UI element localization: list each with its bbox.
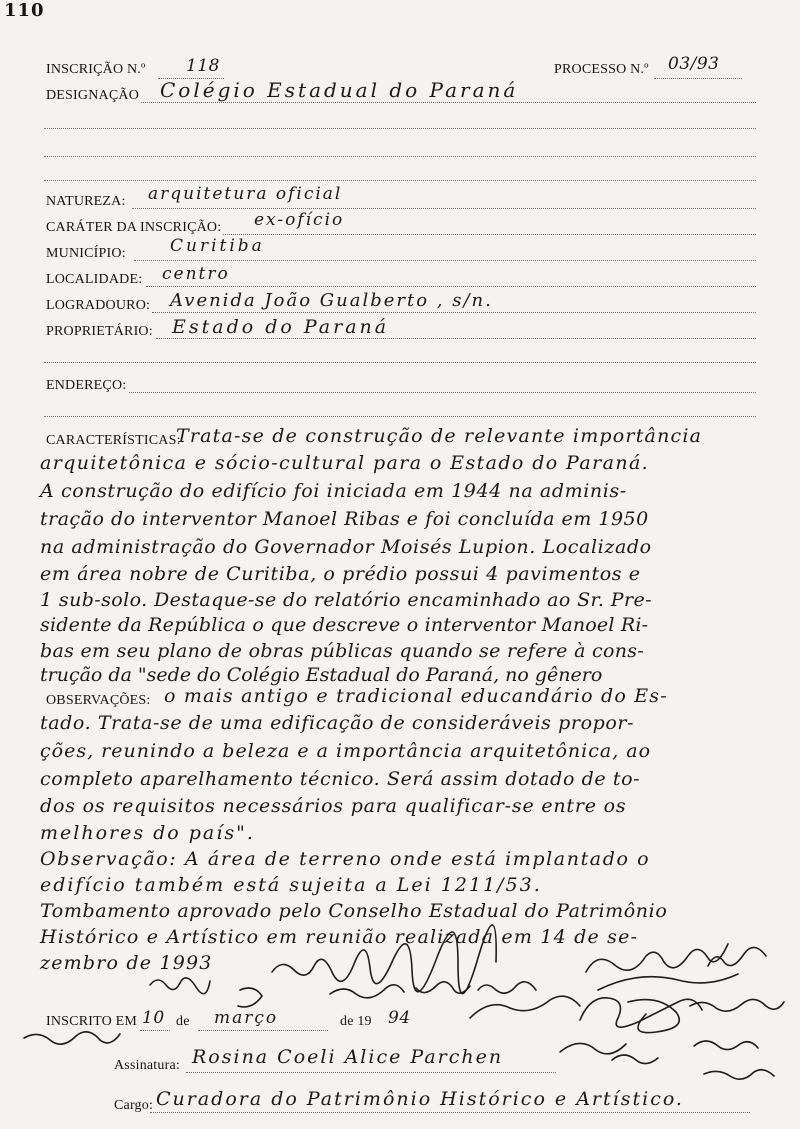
caracteristicas-line-1: Trata-se de construção de relevante importância xyxy=(176,425,703,447)
observacoes-line: edifício também está sujeita a Lei 1211/53. xyxy=(40,874,542,896)
observacoes-line: Histórico e Artístico em reunião realizada em 14 de se- xyxy=(40,926,639,948)
inscrito-de-2: de 19 xyxy=(340,1014,372,1029)
caracteristicas-line: A construção do edifício foi iniciada em 1944 na adminis- xyxy=(40,480,627,502)
inscrito-year: 94 xyxy=(388,1008,411,1028)
proprietario-value: Estado do Paraná xyxy=(172,316,390,338)
municipio-value: Curitiba xyxy=(170,236,265,256)
caracteristicas-line: trução da "sede do Colégio Estadual do Paraná, no gênero xyxy=(40,664,603,686)
logradouro-value: Avenida João Gualberto , s/n. xyxy=(170,290,493,311)
carater-value: ex-ofício xyxy=(254,210,345,230)
caracteristicas-label: CARACTERÍSTICAS: xyxy=(46,433,181,448)
inscricao-value: 118 xyxy=(186,56,220,76)
cargo-value: Curadora do Patrimônio Histórico e Artístico. xyxy=(156,1088,684,1110)
designacao-label: DESIGNAÇÃO xyxy=(46,88,139,103)
assinatura-value: Rosina Coeli Alice Parchen xyxy=(192,1046,504,1068)
localidade-value: centro xyxy=(162,264,230,284)
page-number: 110 xyxy=(4,0,45,21)
localidade-label: LOCALIDADE: xyxy=(46,272,143,287)
carater-label: CARÁTER DA INSCRIÇÃO: xyxy=(46,220,222,235)
observacoes-label: OBSERVAÇÕES: xyxy=(46,693,151,708)
logradouro-label: LOGRADOURO: xyxy=(46,298,151,313)
inscrito-de-1: de xyxy=(176,1014,190,1029)
caracteristicas-line: arquitetônica e sócio-cultural para o Estado do Paraná. xyxy=(40,452,650,474)
observacoes-line-1: o mais antigo e tradicional educandário do Es- xyxy=(164,685,668,707)
caracteristicas-line: em área nobre de Curitiba, o prédio possui 4 pavimentos e xyxy=(40,563,641,585)
processo-label: PROCESSO N.º xyxy=(554,62,649,77)
inscrito-label: INSCRITO EM xyxy=(46,1014,138,1029)
designacao-value: Colégio Estadual do Paraná xyxy=(160,78,519,102)
caracteristicas-line: sidente da República o que descreve o interventor Manoel Ri- xyxy=(40,614,649,636)
cargo-underline xyxy=(150,1112,750,1113)
endereco-label: ENDEREÇO: xyxy=(46,378,127,393)
observacoes-line: melhores do país". xyxy=(40,822,255,844)
observacoes-line: ções, reunindo a beleza e a importância arquitetônica, ao xyxy=(40,740,652,762)
natureza-label: NATUREZA: xyxy=(46,194,126,209)
caracteristicas-line: bas em seu plano de obras públicas quando se refere à cons- xyxy=(40,640,645,662)
inscrito-day-underline xyxy=(140,1030,170,1031)
natureza-value: arquitetura oficial xyxy=(148,184,343,204)
observacoes-line: dos os requisitos necessários para qualificar-se entre os xyxy=(40,795,627,817)
caracteristicas-line: na administração do Governador Moisés Lupion. Localizado xyxy=(40,536,652,558)
assinatura-underline xyxy=(186,1072,556,1073)
observacoes-line: Observação: A área de terreno onde está implantado o xyxy=(40,848,651,870)
caracteristicas-line: 1 sub-solo. Destaque-se do relatório encaminhado ao Sr. Pre- xyxy=(40,589,652,611)
inscricao-label: INSCRIÇÃO N.º xyxy=(46,62,146,77)
assinatura-label: Assinatura: xyxy=(114,1058,180,1073)
proprietario-label: PROPRIETÁRIO: xyxy=(46,324,153,339)
inscrito-month: março xyxy=(214,1008,279,1028)
cargo-label: Cargo: xyxy=(114,1098,154,1113)
inscrito-month-underline xyxy=(198,1030,328,1031)
processo-value: 03/93 xyxy=(668,54,720,74)
inscrito-day: 10 xyxy=(142,1008,165,1028)
observacoes-line: tado. Trata-se de uma edificação de consideráveis propor- xyxy=(40,712,635,734)
observacoes-line: completo aparelhamento técnico. Será assim dotado de to- xyxy=(40,768,641,790)
caracteristicas-line: tração do interventor Manoel Ribas e foi concluída em 1950 xyxy=(40,508,649,530)
municipio-label: MUNICÍPIO: xyxy=(46,246,126,261)
observacoes-line: zembro de 1993 xyxy=(40,952,213,974)
observacoes-line: Tombamento aprovado pelo Conselho Estadual do Patrimônio xyxy=(40,900,668,922)
